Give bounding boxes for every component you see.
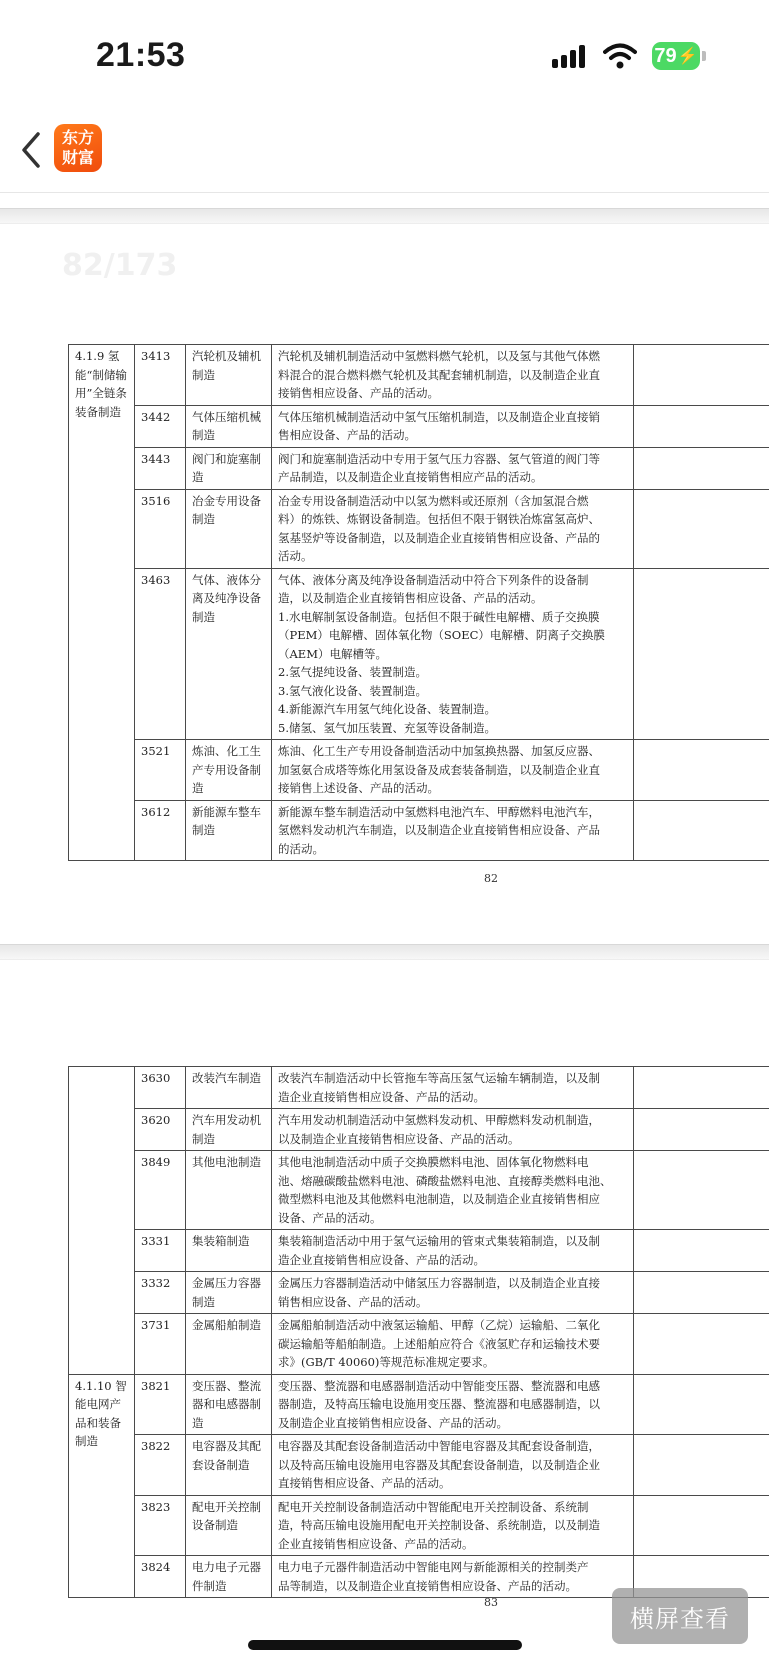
- description-line: 2.氢气提纯设备、装置制造。: [278, 665, 427, 679]
- description-line: 以及特高压输电设施用电容器及其配套设备制造，以及制造企业: [278, 1457, 600, 1472]
- industry-name: 炼油、化工生产专用设备制造: [186, 740, 272, 801]
- table-row: [69, 1435, 769, 1496]
- industry-name: 汽轮机及辅机制造: [186, 345, 272, 406]
- charging-bolt-icon: ⚡: [677, 48, 698, 65]
- industry-code: 3821: [135, 1374, 186, 1435]
- description-line: 求》(GB/T 40060)等规范标准规定要求。: [278, 1355, 495, 1369]
- description-line: 4.新能源汽车用氢气纯化设备、装置制造。: [278, 702, 496, 716]
- nav-bar: [0, 110, 769, 193]
- remarks-cell: [634, 447, 769, 489]
- description-line: 造，特高压输电设施用配电开关控制设备、系统制造，以及制造: [278, 1518, 600, 1532]
- industry-description: [272, 447, 634, 489]
- description-line: 1.水电解制氢设备制造。包括但不限于碱性电解槽、质子交换膜: [278, 609, 600, 624]
- document-table-page-82: [68, 344, 769, 861]
- description-line: 5.储氢、氢气加压装置、充氢等设备制造。: [278, 720, 496, 735]
- description-line: 接销售上述设备、产品的活动。: [278, 781, 439, 795]
- industry-description: [272, 345, 634, 406]
- category-cell: [69, 1374, 135, 1598]
- description-line: 气体、液体分离及纯净设备制造活动中符合下列条件的设备制: [278, 572, 589, 587]
- description-line: 汽车用发动机制造活动中氢燃料发动机、甲醇燃料发动机制造，: [278, 1113, 600, 1127]
- industry-code: 3731: [135, 1314, 186, 1375]
- industry-code: 3849: [135, 1151, 186, 1230]
- table-row: [69, 1495, 769, 1556]
- description-line: 销售相应设备、产品的活动。: [278, 1294, 428, 1309]
- page-number: 83: [484, 1596, 498, 1609]
- industry-name: 气体压缩机械制造: [186, 405, 272, 447]
- remarks-cell: [634, 1374, 769, 1435]
- industry-code: 3331: [135, 1230, 186, 1272]
- category-label: 4.1.10 智能电网产品和装备制造: [75, 1378, 127, 1448]
- description-line: 售相应设备、产品的活动。: [278, 428, 416, 442]
- signal-icon: [552, 44, 592, 70]
- industry-name: 集装箱制造: [186, 1230, 272, 1272]
- industry-code: 3824: [135, 1556, 186, 1598]
- industry-name: 配电开关控制设备制造: [186, 1495, 272, 1556]
- remarks-cell: [634, 1151, 769, 1230]
- industry-description: [272, 1151, 634, 1230]
- table-row: [69, 489, 769, 568]
- industry-name: 汽车用发动机制造: [186, 1109, 272, 1151]
- industry-description: [272, 1109, 634, 1151]
- battery-cap: [702, 51, 706, 61]
- industry-name: 气体、液体分离及纯净设备制造: [186, 568, 272, 740]
- remarks-cell: [634, 1435, 769, 1496]
- category-label: 4.1.9 氢能“制储输用”全链条装备制造: [75, 349, 127, 419]
- table-row: [69, 1272, 769, 1314]
- description-line: 气体压缩机械制造活动中氢气压缩机制造，以及制造企业直接销: [278, 409, 600, 424]
- logo-line-2: 财富: [61, 148, 94, 167]
- description-line: 加氢氨合成塔等炼化用氢设备及成套装备制造，以及制造企业直: [278, 762, 600, 777]
- table-row: [69, 800, 769, 861]
- description-line: 电力电子元器件制造活动中智能电网与新能源相关的控制类产: [278, 1560, 589, 1574]
- remarks-cell: [634, 1314, 769, 1375]
- description-line: （AEM）电解槽等。: [278, 646, 387, 661]
- industry-description: [272, 489, 634, 568]
- remarks-cell: [634, 568, 769, 740]
- description-line: 设备、产品的活动。: [278, 1210, 382, 1225]
- table-row: [69, 1067, 769, 1109]
- description-line: 造企业直接销售相应设备、产品的活动。: [278, 1089, 485, 1104]
- industry-description: [272, 1230, 634, 1272]
- description-line: 电容器及其配套设备制造活动中智能电容器及其配套设备制造，: [278, 1439, 600, 1453]
- industry-name: 阀门和旋塞制造: [186, 447, 272, 489]
- industry-description: [272, 1067, 634, 1109]
- remarks-cell: [634, 489, 769, 568]
- document-table-page-83: [68, 1066, 769, 1598]
- description-line: 变压器、整流器和电感器制造活动中智能变压器、整流器和电感: [278, 1378, 600, 1393]
- remarks-cell: [634, 1230, 769, 1272]
- description-line: 3.氢气液化设备、装置制造。: [278, 683, 427, 698]
- industry-name: 其他电池制造: [186, 1151, 272, 1230]
- description-line: 直接销售相应设备、产品的活动。: [278, 1476, 451, 1490]
- industry-description: [272, 568, 634, 740]
- category-cell: [69, 345, 135, 861]
- description-line: 配电开关控制设备制造活动中智能配电开关控制设备、系统制: [278, 1499, 589, 1514]
- industry-name: 金属压力容器制造: [186, 1272, 272, 1314]
- table-row: [69, 1314, 769, 1375]
- description-line: 金属船舶制造活动中液氢运输船、甲醇（乙烷）运输船、二氧化: [278, 1318, 600, 1332]
- wifi-icon: [603, 42, 637, 70]
- table-row: [69, 740, 769, 801]
- description-line: 其他电池制造活动中质子交换膜燃料电池、固体氧化物燃料电: [278, 1155, 589, 1169]
- page-number: 82: [484, 872, 498, 885]
- industry-code: 3332: [135, 1272, 186, 1314]
- table-row: [69, 1151, 769, 1230]
- description-line: 活动。: [278, 549, 313, 563]
- page-counter: 82/173: [62, 248, 178, 283]
- landscape-view-button[interactable]: 横屏查看: [612, 1588, 748, 1644]
- description-line: 的活动。: [278, 841, 324, 856]
- remarks-cell: [634, 405, 769, 447]
- industry-description: [272, 1374, 634, 1435]
- category-cell: [69, 1067, 135, 1375]
- remarks-cell: [634, 1495, 769, 1556]
- table-row: [69, 345, 769, 406]
- description-line: 新能源车整车制造活动中氢燃料电池汽车、甲醇燃料电池汽车，: [278, 804, 600, 819]
- description-line: 及制造企业直接销售相应设备、产品的活动。: [278, 1415, 508, 1430]
- industry-description: [272, 405, 634, 447]
- industry-name: 电力电子元器件制造: [186, 1556, 272, 1598]
- description-line: 产品制造，以及制造企业直接销售相应产品的活动。: [278, 470, 543, 484]
- description-line: 改装汽车制造活动中长管拖车等高压氢气运输车辆制造，以及制: [278, 1071, 600, 1085]
- industry-description: [272, 1435, 634, 1496]
- industry-code: 3630: [135, 1067, 186, 1109]
- industry-name: 电容器及其配套设备制造: [186, 1435, 272, 1496]
- description-line: 集装箱制造活动中用于氢气运输用的管束式集装箱制造，以及制: [278, 1234, 600, 1248]
- page-separator: [0, 208, 769, 224]
- description-line: 接销售相应设备、产品的活动。: [278, 386, 439, 400]
- remarks-cell: [634, 345, 769, 406]
- industry-name: 改装汽车制造: [186, 1067, 272, 1109]
- description-line: 器制造，及特高压输电设施用变压器、整流器和电感器制造，以: [278, 1397, 600, 1411]
- description-line: 汽轮机及辅机制造活动中氢燃料燃气轮机，以及氢与其他气体燃: [278, 349, 600, 363]
- battery-level: 79: [654, 44, 677, 67]
- description-line: 造，以及制造企业直接销售相应设备、产品的活动。: [278, 591, 543, 605]
- status-time: 21:53: [96, 36, 186, 74]
- table-row: [69, 1230, 769, 1272]
- industry-name: 金属船舶制造: [186, 1314, 272, 1375]
- table-row: [69, 1109, 769, 1151]
- description-line: 炼油、化工生产专用设备制造活动中加氢换热器、加氢反应器、: [278, 744, 600, 758]
- description-line: 金属压力容器制造活动中储氢压力容器制造，以及制造企业直接: [278, 1276, 600, 1290]
- industry-name: 新能源车整车制造: [186, 800, 272, 861]
- remarks-cell: [634, 1067, 769, 1109]
- description-line: 微型燃料电池及其他燃料电池制造，以及制造企业直接销售相应: [278, 1192, 600, 1206]
- back-arrow-icon[interactable]: [16, 128, 46, 172]
- industry-description: [272, 800, 634, 861]
- home-indicator[interactable]: [248, 1640, 522, 1650]
- description-line: 料）的炼铁、炼钢设备制造。包括但不限于钢铁冶炼富氢高炉、: [278, 512, 600, 526]
- page-separator: [0, 944, 769, 960]
- industry-description: [272, 740, 634, 801]
- description-line: 氢基竖炉等设备制造，以及制造企业直接销售相应设备、产品的: [278, 530, 600, 545]
- industry-description: [272, 1556, 634, 1598]
- description-line: 氢燃料发动机汽车制造，以及制造企业直接销售相应设备、产品: [278, 823, 600, 837]
- industry-code: 3521: [135, 740, 186, 801]
- description-line: 碳运输船等船舶制造。上述船舶应符合《液氢贮存和运输技术要: [278, 1336, 600, 1351]
- remarks-cell: [634, 800, 769, 861]
- status-bar: [0, 0, 769, 110]
- table-row: [69, 447, 769, 489]
- description-line: 以及制造企业直接销售相应设备、产品的活动。: [278, 1131, 520, 1146]
- description-line: 池、熔融碳酸盐燃料电池、磷酸盐燃料电池、直接醇类燃料电池、: [278, 1173, 612, 1188]
- logo-line-1: 东方: [61, 128, 94, 147]
- description-line: 企业直接销售相应设备、产品的活动。: [278, 1536, 474, 1551]
- industry-name: 变压器、整流器和电感器制造: [186, 1374, 272, 1435]
- description-line: 造企业直接销售相应设备、产品的活动。: [278, 1252, 485, 1267]
- industry-code: 3612: [135, 800, 186, 861]
- remarks-cell: [634, 1272, 769, 1314]
- remarks-cell: [634, 1109, 769, 1151]
- industry-description: [272, 1495, 634, 1556]
- industry-code: 3413: [135, 345, 186, 406]
- app-logo: [54, 124, 102, 172]
- industry-description: [272, 1314, 634, 1375]
- industry-code: 3822: [135, 1435, 186, 1496]
- remarks-cell: [634, 740, 769, 801]
- table-row: [69, 1374, 769, 1435]
- industry-code: 3620: [135, 1109, 186, 1151]
- battery-indicator: [652, 42, 700, 70]
- industry-code: 3823: [135, 1495, 186, 1556]
- description-line: 料混合的混合燃料燃气轮机及其配套辅机制造，以及制造企业直: [278, 367, 600, 382]
- industry-code: 3443: [135, 447, 186, 489]
- industry-code: 3463: [135, 568, 186, 740]
- table-row: [69, 568, 769, 740]
- description-line: 品等制造，以及制造企业直接销售相应设备、产品的活动。: [278, 1578, 577, 1593]
- table-row: [69, 405, 769, 447]
- description-line: 阀门和旋塞制造活动中专用于氢气压力容器、氢气管道的阀门等: [278, 451, 600, 466]
- description-line: （PEM）电解槽、固体氧化物（SOEC）电解槽、阴离子交换膜: [278, 628, 605, 642]
- industry-name: 冶金专用设备制造: [186, 489, 272, 568]
- industry-code: 3442: [135, 405, 186, 447]
- industry-code: 3516: [135, 489, 186, 568]
- description-line: 冶金专用设备制造活动中以氢为燃料或还原剂（含加氢混合燃: [278, 493, 589, 508]
- industry-description: [272, 1272, 634, 1314]
